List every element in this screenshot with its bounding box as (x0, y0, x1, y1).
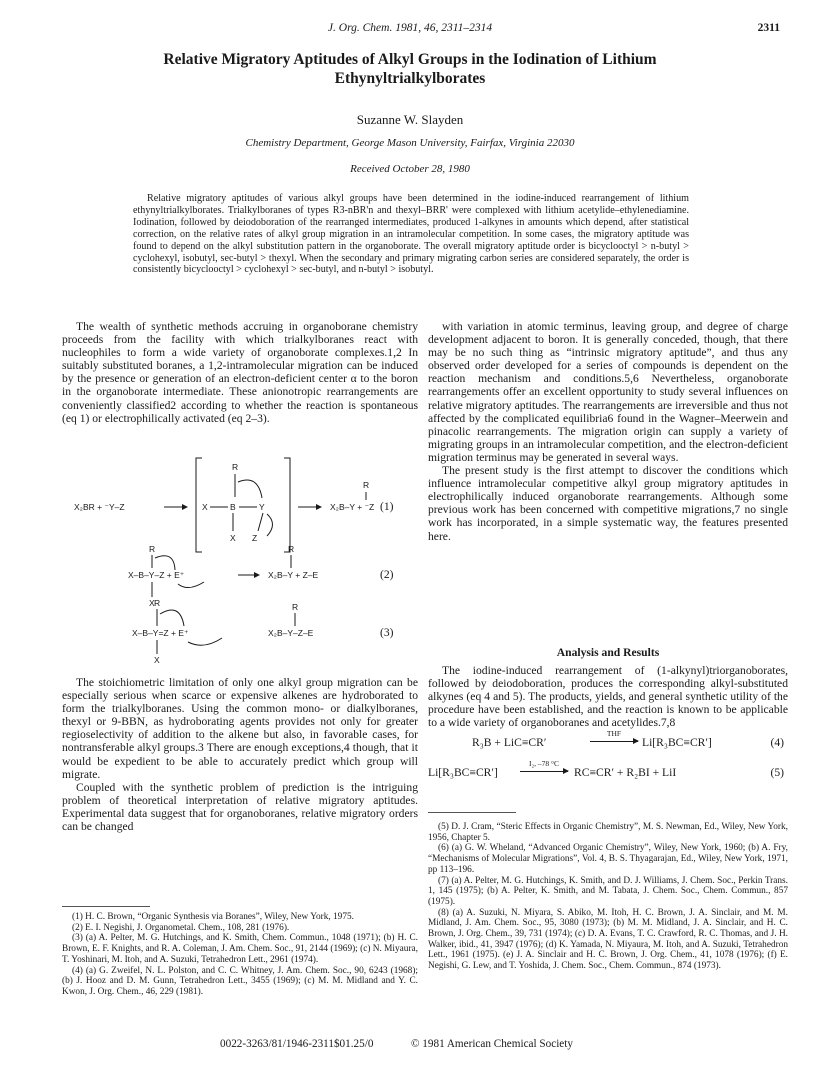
abstract: Relative migratory aptitudes of various alkyl groups have been determined in the iodine-induced rearrangement of lithium ethynyltrialkylborates. Trialkylboranes of types R3-nBR'n and thexyl–BRR' were complexed with lithium acetylide–ethylenediamine. Iodination, followed by deiodoboration of the rearranged intermediates, produced 1-alkynes in amounts which depend, after statistical correction, on the relative rates of alkyl group migration in an intramolecular competition. In some cases, the migratory aptitude was found to depend on the alkyl substitution pattern in the organoborate. The overall migratory aptitude order is bicyclooctyl > n-butyl > cyclohexyl, isobutyl, sec-butyl > thexyl. When the secondary and primary migrating carbon series are considered separately, the order is consistently bicyclooctyl > cyclohexyl > sec-butyl, and n-butyl > isobutyl. (133, 193, 689, 276)
body-col2-para3 (428, 664, 788, 729)
eq4-number: (4) (770, 736, 784, 749)
eq1-inter-R: R (232, 462, 239, 472)
eq1-number: (1) (380, 500, 394, 513)
eq1-curved-arrow (238, 480, 262, 498)
equation-5 (428, 760, 788, 784)
body-col1-para2 (62, 676, 418, 833)
footnote: (4) (a) G. Zweifel, N. L. Polston, and C. C. Whitney, J. Am. Chem. Soc., 90, 6243 (1968); (b) J. Hooz and D. M. Gunn, Tetrahedron Lett., 3455 (1969); (c) M. M. Midland and Y. C. Kwon, J. Org. Chem., 46, 229 (1981). (62, 965, 418, 997)
page-number: 2311 (757, 22, 780, 34)
svg-text:R: R (292, 602, 299, 612)
running-head-title: J. Org. Chem. 1981, 46, 2311–2314 (327, 22, 493, 34)
eq5-rhs: RC≡CR′ + R₂BI + LiI (574, 766, 677, 779)
svg-text:X: X (154, 655, 160, 664)
article-code: 0022-3263/81/1946-2311$01.25/0 (220, 1038, 374, 1050)
copyright: © 1981 American Chemical Society (411, 1038, 573, 1050)
eq1-bracket-right (284, 458, 290, 552)
eq2-right: X₂B–Y + Z–E (268, 570, 319, 580)
eq1-inter-X2: X (230, 533, 236, 543)
svg-text:R: R (149, 544, 156, 554)
equation-4 (428, 730, 788, 754)
eq3-number: (3) (380, 626, 394, 639)
footnote: (6) (a) G. W. Wheland, “Advanced Organic Chemistry”, Wiley, New York, 1960; (b) A. Fry, “Mechanisms of Molecular Migrations”, Vol. 4, B. S. Thyagarajan, Ed., Wiley, New York, 1971, pp 113–196. (428, 843, 788, 875)
eq3-left: X–B–Y=Z + E⁺ (132, 628, 189, 638)
eq4-rhs: Li[R₃BC≡CR′] (642, 736, 712, 749)
eq1-inter-X: X (202, 502, 208, 512)
footnotes-right (428, 822, 788, 972)
eq1-left: X₂BR + ⁻Y–Z (74, 502, 125, 512)
section-heading: Analysis and Results (556, 646, 660, 659)
eq1-inter-Y: Y (259, 502, 265, 512)
footnote: (3) (a) A. Pelter, M. G. Hutchings, and K. Smith, Chem. Commun., 1048 (1971); (b) H. C. Brown, E. F. Knights, and R. A. Coleman, J. Am. Chem. Soc., 91, 2144 (1969); (c) N. Miyaura, T. Yoshinari, M. Itoh, and A. Suzuki, Tetrahedron Lett., 2961 (1974). (62, 933, 418, 965)
paragraph: Coupled with the synthetic problem of prediction is the intriguing problem of theoretical interpretation of relative migratory aptitudes. Experimental data suggest that for organoboranes, relative migratory orders can be changed (62, 780, 418, 834)
paragraph: The present study is the first attempt to discover the conditions which influence intramolecular competitive alkyl group migratory aptitudes in electrophilically induced organoborate rearrangements. Although some previous work has been concerned with competitive migrations,7 no single work has incorporated, in a simple systematic way, the features presented here. (428, 464, 788, 543)
footnote: (8) (a) A. Suzuki, N. Miyara, S. Abiko, M. Itoh, H. C. Brown, J. A. Sinclair, and M. M. Midland, J. Am. Chem. Soc., 95, 3080 (1973); (b) M. M. Midland, J. A. Sinclair, and H. C. Brown, J. Org. Chem., 39, 731 (1974); (c) D. A. Evans, T. C. Crawford, R. C. Thomas, and J. H. Walker, ibid., 41, 3947 (1976); (d) K. Yamada, N. Miyaura, M. Itoh, and A. Suzuki, Tetrahedron Lett., 1961 (1975). (e) J. A. Sinclair and H. C. Brown, J. Org. Chem., 41, 1078 (1976); (f) E. Negishi, G. Lew, and T. Yoshida, J. Chem. Soc., Chem. Commun., 874 (1973). (428, 907, 788, 972)
eq1-right: X₂B–Y + ⁻Z (330, 502, 375, 512)
footnotes-left (62, 912, 418, 998)
paragraph: The wealth of synthetic methods accruing in organoborane chemistry proceeds from the facility with which trialkylboranes react with nucleophiles to form a wide variety of organoborate complexes.1,2 In suitably substituted boranes, a 1,2-intramolecular migration can be induced by the presence or generation of an electron-deficient center α to the boron in the organoborate intermediate. These anionotropic rearrangements are conveniently classified2 according to whether the reaction is spontaneous (eq 1) or electrophilically activated (eq 2–3). (62, 320, 418, 425)
svg-text:R: R (154, 598, 161, 608)
affiliation: Chemistry Department, George Mason University, Fairfax, Virginia 22030 (245, 137, 575, 149)
paragraph: The stoichiometric limitation of only one alkyl group migration can be especially serious when scarce or expensive alkenes are hydroborated to form the trialkylboranes. Using the common mono- or dialkylboranes, thexyl or 9-BBN, as hydroborating agents provides not only for greater regioselectivity of addition to the alkene but also, in favorable cases, for nontransferable alkyl groups.3 There are enough exceptions,4 though, that it would be expedient to be able to accurately predict which group will migrate. (62, 676, 418, 781)
article-title: Relative Migratory Aptitudes of Alkyl Groups in the Iodination of Lithium Ethynyltrialkylborates (163, 51, 657, 87)
eq1-arrow-head (182, 504, 188, 510)
eq1-inter-B: B (230, 502, 236, 512)
eq5-arrow (520, 760, 568, 772)
eq1-inter-Z: Z (252, 533, 258, 543)
eq4-condition: THF (606, 729, 622, 738)
running-head (0, 22, 820, 38)
svg-text:X: X (149, 598, 155, 608)
svg-text:R: R (288, 544, 295, 554)
footnote-rule-left (62, 906, 150, 907)
eq4-lhs: R₃B + LiC≡CR′ (472, 736, 547, 749)
author-name: Suzanne W. Slayden (356, 112, 464, 127)
eq5-lhs: Li[R₃BC≡CR′] (428, 766, 498, 779)
eq2-left: X–B–Y–Z + E⁺ (128, 570, 185, 580)
eq2-number: (2) (380, 568, 394, 581)
body-col2 (428, 320, 788, 543)
body-col1-para1 (62, 320, 418, 425)
received-date: Received October 28, 1980 (350, 163, 470, 175)
eq4-arrow (590, 730, 638, 742)
footnote-rule-right (428, 812, 516, 813)
footnote: (2) E. I. Negishi, J. Organometal. Chem., 108, 281 (1976). (72, 922, 290, 933)
eq3-right: X₂B–Y–Z–E (268, 628, 314, 638)
eq1-R: R (363, 480, 370, 490)
footnote: (1) H. C. Brown, “Organic Synthesis via Boranes”, Wiley, New York, 1975. (72, 912, 354, 922)
paragraph: The iodine-induced rearrangement of (1-alkynyl)triorganoborates, followed by deiodoboration, produces the corresponding alkyl-substituted alkynes (eq 4 and 5). The products, yields, and general synthetic utility of the procedure have been established, and the reaction is known to be applicable to a wide variety of organoboranes and acetylides.7,8 (428, 664, 788, 730)
eq5-condition: I₂, –78 °C (529, 759, 559, 768)
footnote: (5) D. J. Cram, “Steric Effects in Organic Chemistry”, M. S. Newman, Ed., Wiley, New York, 1956, Chapter 5. (428, 822, 788, 843)
eq5-number: (5) (770, 766, 784, 779)
footnote: (7) (a) A. Pelter, M. G. Hutchings, K. Smith, and D. J. Williams, J. Chem. Soc., Perkin Trans. 1, 145 (1975); (b) A. Pelter, K. Smith, and M. Tabata, J. Chem. Soc., Chem. Commun., 857 (1975). (428, 875, 788, 907)
reaction-scheme (62, 452, 418, 664)
paragraph: with variation in atomic terminus, leaving group, and degree of charge development adjacent to boron. It is generally conceded, though, that there may be no such thing as “intrinsic migratory aptitude”, and thus any observed order developed for a series of compounds is dependent on the reaction mechanism and conditions.5,6 Nevertheless, organoborate rearrangements offer an excellent opportunity to study several influences on relative migratory aptitudes. The rearrangements are irreversible and thus not affected by the complicated equilibria6 found in the Wagner–Meerwein and pinacolic rearrangements. The migration origin can supply a variety of migrating groups in an intramolecular competition, and the electron-deficient migration terminus may be generated in several ways. (428, 320, 788, 464)
